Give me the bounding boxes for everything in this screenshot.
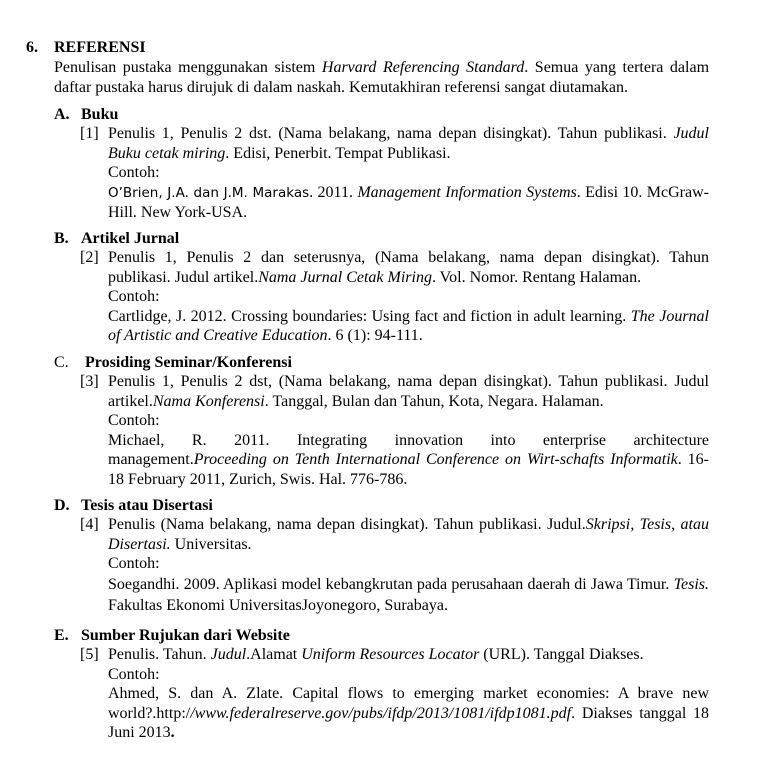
reference-example: Cartlidge, J. 2012. Crossing boundaries: Using fact and fiction in adult learning. The Journal of Artistic and Creative Education. 6 (1): 94-111. — [108, 307, 709, 344]
example-label: Contoh: — [108, 288, 160, 305]
reference-entry-buku — [80, 124, 709, 223]
section-intro: Penulisan pustaka menggunakan sistem Harvard Referencing Standard. Semua yang tertera dalam daftar pustaka harus dirujuk di dalam naskah. Kemutakhiran referensi sangat diutamakan. — [54, 59, 710, 96]
reference-number: [5] — [80, 646, 99, 663]
reference-number: [1] — [80, 125, 99, 142]
subsection-heading-prosiding: C. Prosiding Seminar/Konferensi — [54, 354, 292, 371]
reference-example: Ahmed, S. dan A. Zlate. Capital flows to emerging market economies: A brave new world?.http://www.federalreserve.gov/pubs/ifdp/2013/1081/ifdp1081.pdf. Diakses tanggal 18 Juni 2013. — [108, 685, 709, 741]
reference-example-line-1: Michael, R. 2011. Integrating innovation into enterprise architecture — [108, 431, 709, 449]
reference-format: Penulis 1, Penulis 2 dst, (Nama belakang, nama depan disingkat). Tahun publikasi. Judul artikel.Nama Konferensi. Tanggal, Bulan dan Tahun, Kota, Negara. Halaman. — [108, 373, 709, 410]
example-label: Contoh: — [108, 164, 160, 181]
reference-entry-artikel-jurnal — [80, 248, 709, 346]
section-heading — [26, 38, 146, 58]
reference-number: [3] — [80, 373, 99, 390]
subsection-heading-artikel-jurnal: B. Artikel Jurnal — [54, 230, 180, 247]
example-label: Contoh: — [108, 412, 160, 429]
subsection-heading-buku: A. Buku — [54, 106, 119, 123]
subsection-heading-website: E. Sumber Rujukan dari Website — [54, 627, 290, 644]
reference-entry-website — [80, 645, 709, 743]
reference-format: Penulis (Nama belakang, nama depan disingkat). Tahun publikasi. Judul.Skripsi, Tesis, atau Disertasi. Universitas. — [108, 516, 709, 553]
reference-format: Penulis 1, Penulis 2 dst. (Nama belakang, nama depan disingkat). Tahun publikasi. Judul Buku cetak miring. Edisi, Penerbit. Tempat Publikasi. — [108, 125, 709, 162]
reference-format: Penulis 1, Penulis 2 dan seterusnya, (Nama belakang, nama depan disingkat). Tahun publikasi. Judul artikel.Nama Jurnal Cetak Miring. Vol. Nomor. Rentang Halaman. — [108, 249, 709, 286]
reference-example: Soegandhi. 2009. Aplikasi model kebangkrutan pada perusahaan daerah di Jawa Timur. Tesis. Fakultas Ekonomi UniversitasJoyonegoro, Surabaya. — [108, 575, 709, 614]
reference-format: Penulis. Tahun. Judul.Alamat Uniform Resources Locator (URL). Tanggal Diakses. — [108, 646, 644, 663]
reference-example-line-2: management.Proceeding on Tenth International Conference on Wirt-schafts Informatik. 16-18 February 2011, Zurich, Swis. Hal. 776-786. — [108, 451, 710, 488]
subsection-heading-tesis: D. Tesis atau Disertasi — [54, 497, 213, 514]
section-title: REFERENSI — [54, 39, 146, 56]
reference-entry-tesis — [80, 515, 709, 616]
reference-example: O’Brien, J.A. dan J.M. Marakas. 2011. Management Information Systems. Edisi 10. McGraw-Hill. New York-USA. — [108, 183, 709, 221]
section-number: 6. — [26, 39, 38, 56]
url-link: /www.federalreserve.gov/pubs/ifdp/2013/1081/ifdp1081.pdf — [190, 704, 572, 722]
reference-number: [4] — [80, 516, 99, 533]
example-label: Contoh: — [108, 665, 160, 683]
reference-number: [2] — [80, 249, 99, 266]
reference-entry-prosiding — [80, 372, 709, 489]
example-label: Contoh: — [108, 555, 160, 572]
